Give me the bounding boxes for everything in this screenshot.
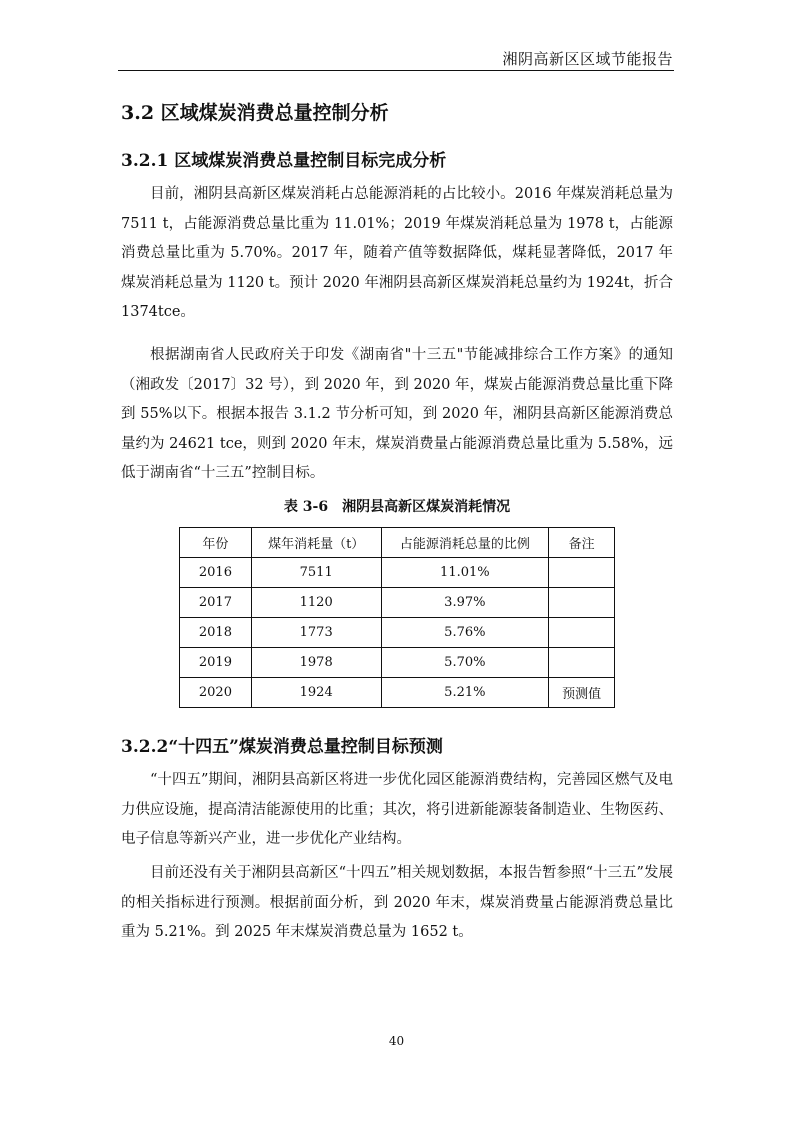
- header-title: 湘阴高新区区域节能报告: [502, 50, 673, 68]
- header-divider: [118, 70, 674, 71]
- coal-consumption-table: [179, 527, 615, 708]
- cell-consumption: 1924: [251, 678, 381, 708]
- cell-consumption: 7511: [251, 558, 381, 588]
- page-number: 40: [388, 1034, 405, 1048]
- section-title: 3.2 区域煤炭消费总量控制分析: [121, 102, 389, 124]
- cell-remark: [549, 648, 615, 678]
- cell-consumption: 1978: [251, 648, 381, 678]
- cell-consumption: 1120: [251, 588, 381, 618]
- header-coal-consumption: 煤年消耗量（t）: [251, 528, 381, 558]
- subsection-title-3-2-1: 3.2.1 区域煤炭消费总量控制目标完成分析: [121, 151, 447, 171]
- cell-remark: [549, 618, 615, 648]
- cell-remark: [549, 588, 615, 618]
- cell-share: 3.97%: [381, 588, 549, 618]
- header-remark: 备注: [549, 528, 615, 558]
- cell-remark: 预测值: [549, 678, 615, 708]
- paragraph-coal-consumption: 目前，湘阴县高新区煤炭消耗占总能源消耗的占比较小。2016 年煤炭消耗总量为 7511 t，占能源消费总量比重为 11.01%；2019 年煤炭消耗总量为 1978 t，占能源消费总量比重为 5.70%。2017 年，随着产值等数据降低，煤耗显著降低，2017 年煤炭消耗总量为 1120 t。预计 2020 年湘阴县高新区煤炭消耗总量约为 1924t，折合 1374tce。: [121, 186, 673, 320]
- cell-consumption: 1773: [251, 618, 381, 648]
- table-row: [180, 558, 615, 588]
- cell-year: 2020: [180, 678, 252, 708]
- cell-year: 2017: [180, 588, 252, 618]
- table-caption: 表 3-6 湘阴县高新区煤炭消耗情况: [283, 499, 511, 515]
- table-row: [180, 618, 615, 648]
- paragraph-fourteenth-plan: “十四五”期间，湘阴县高新区将进一步优化园区能源消费结构，完善园区燃气及电力供应设施，提高清洁能源使用的比重；其次，将引进新能源装备制造业、生物医药、电子信息等新兴产业，进一步优化产业结构。: [121, 772, 673, 847]
- table-row: [180, 678, 615, 708]
- subsection-title-3-2-2: 3.2.2“十四五”煤炭消费总量控制目标预测: [121, 737, 443, 757]
- cell-share: 11.01%: [381, 558, 549, 588]
- table-row: [180, 588, 615, 618]
- table-row: [180, 648, 615, 678]
- paragraph-provincial-target: 根据湖南省人民政府关于印发《湖南省"十三五"节能减排综合工作方案》的通知（湘政发〔2017〕32 号），到 2020 年，到 2020 年，煤炭占能源消费总量比重下降到 55%以下。根据本报告 3.1.2 节分析可知，到 2020 年，湘阴县高新区能源消费总量约为 24621 tce，则到 2020 年末，煤炭消费量占能源消费总量比重为 5.58%，远低于湖南省“十三五”控制目标。: [121, 347, 673, 481]
- cell-year: 2016: [180, 558, 252, 588]
- cell-year: 2019: [180, 648, 252, 678]
- cell-remark: [549, 558, 615, 588]
- header-year: 年份: [180, 528, 252, 558]
- cell-share: 5.76%: [381, 618, 549, 648]
- cell-share: 5.21%: [381, 678, 549, 708]
- table-header-row: [180, 528, 615, 558]
- cell-year: 2018: [180, 618, 252, 648]
- cell-share: 5.70%: [381, 648, 549, 678]
- paragraph-forecast: 目前还没有关于湘阴县高新区“十四五”相关规划数据，本报告暂参照“十三五”发展的相关指标进行预测。根据前面分析，到 2020 年末，煤炭消费量占能源消费总量比重为 5.21%。到 2025 年末煤炭消费总量为 1652 t。: [121, 865, 673, 940]
- header-energy-share: 占能源消耗总量的比例: [381, 528, 549, 558]
